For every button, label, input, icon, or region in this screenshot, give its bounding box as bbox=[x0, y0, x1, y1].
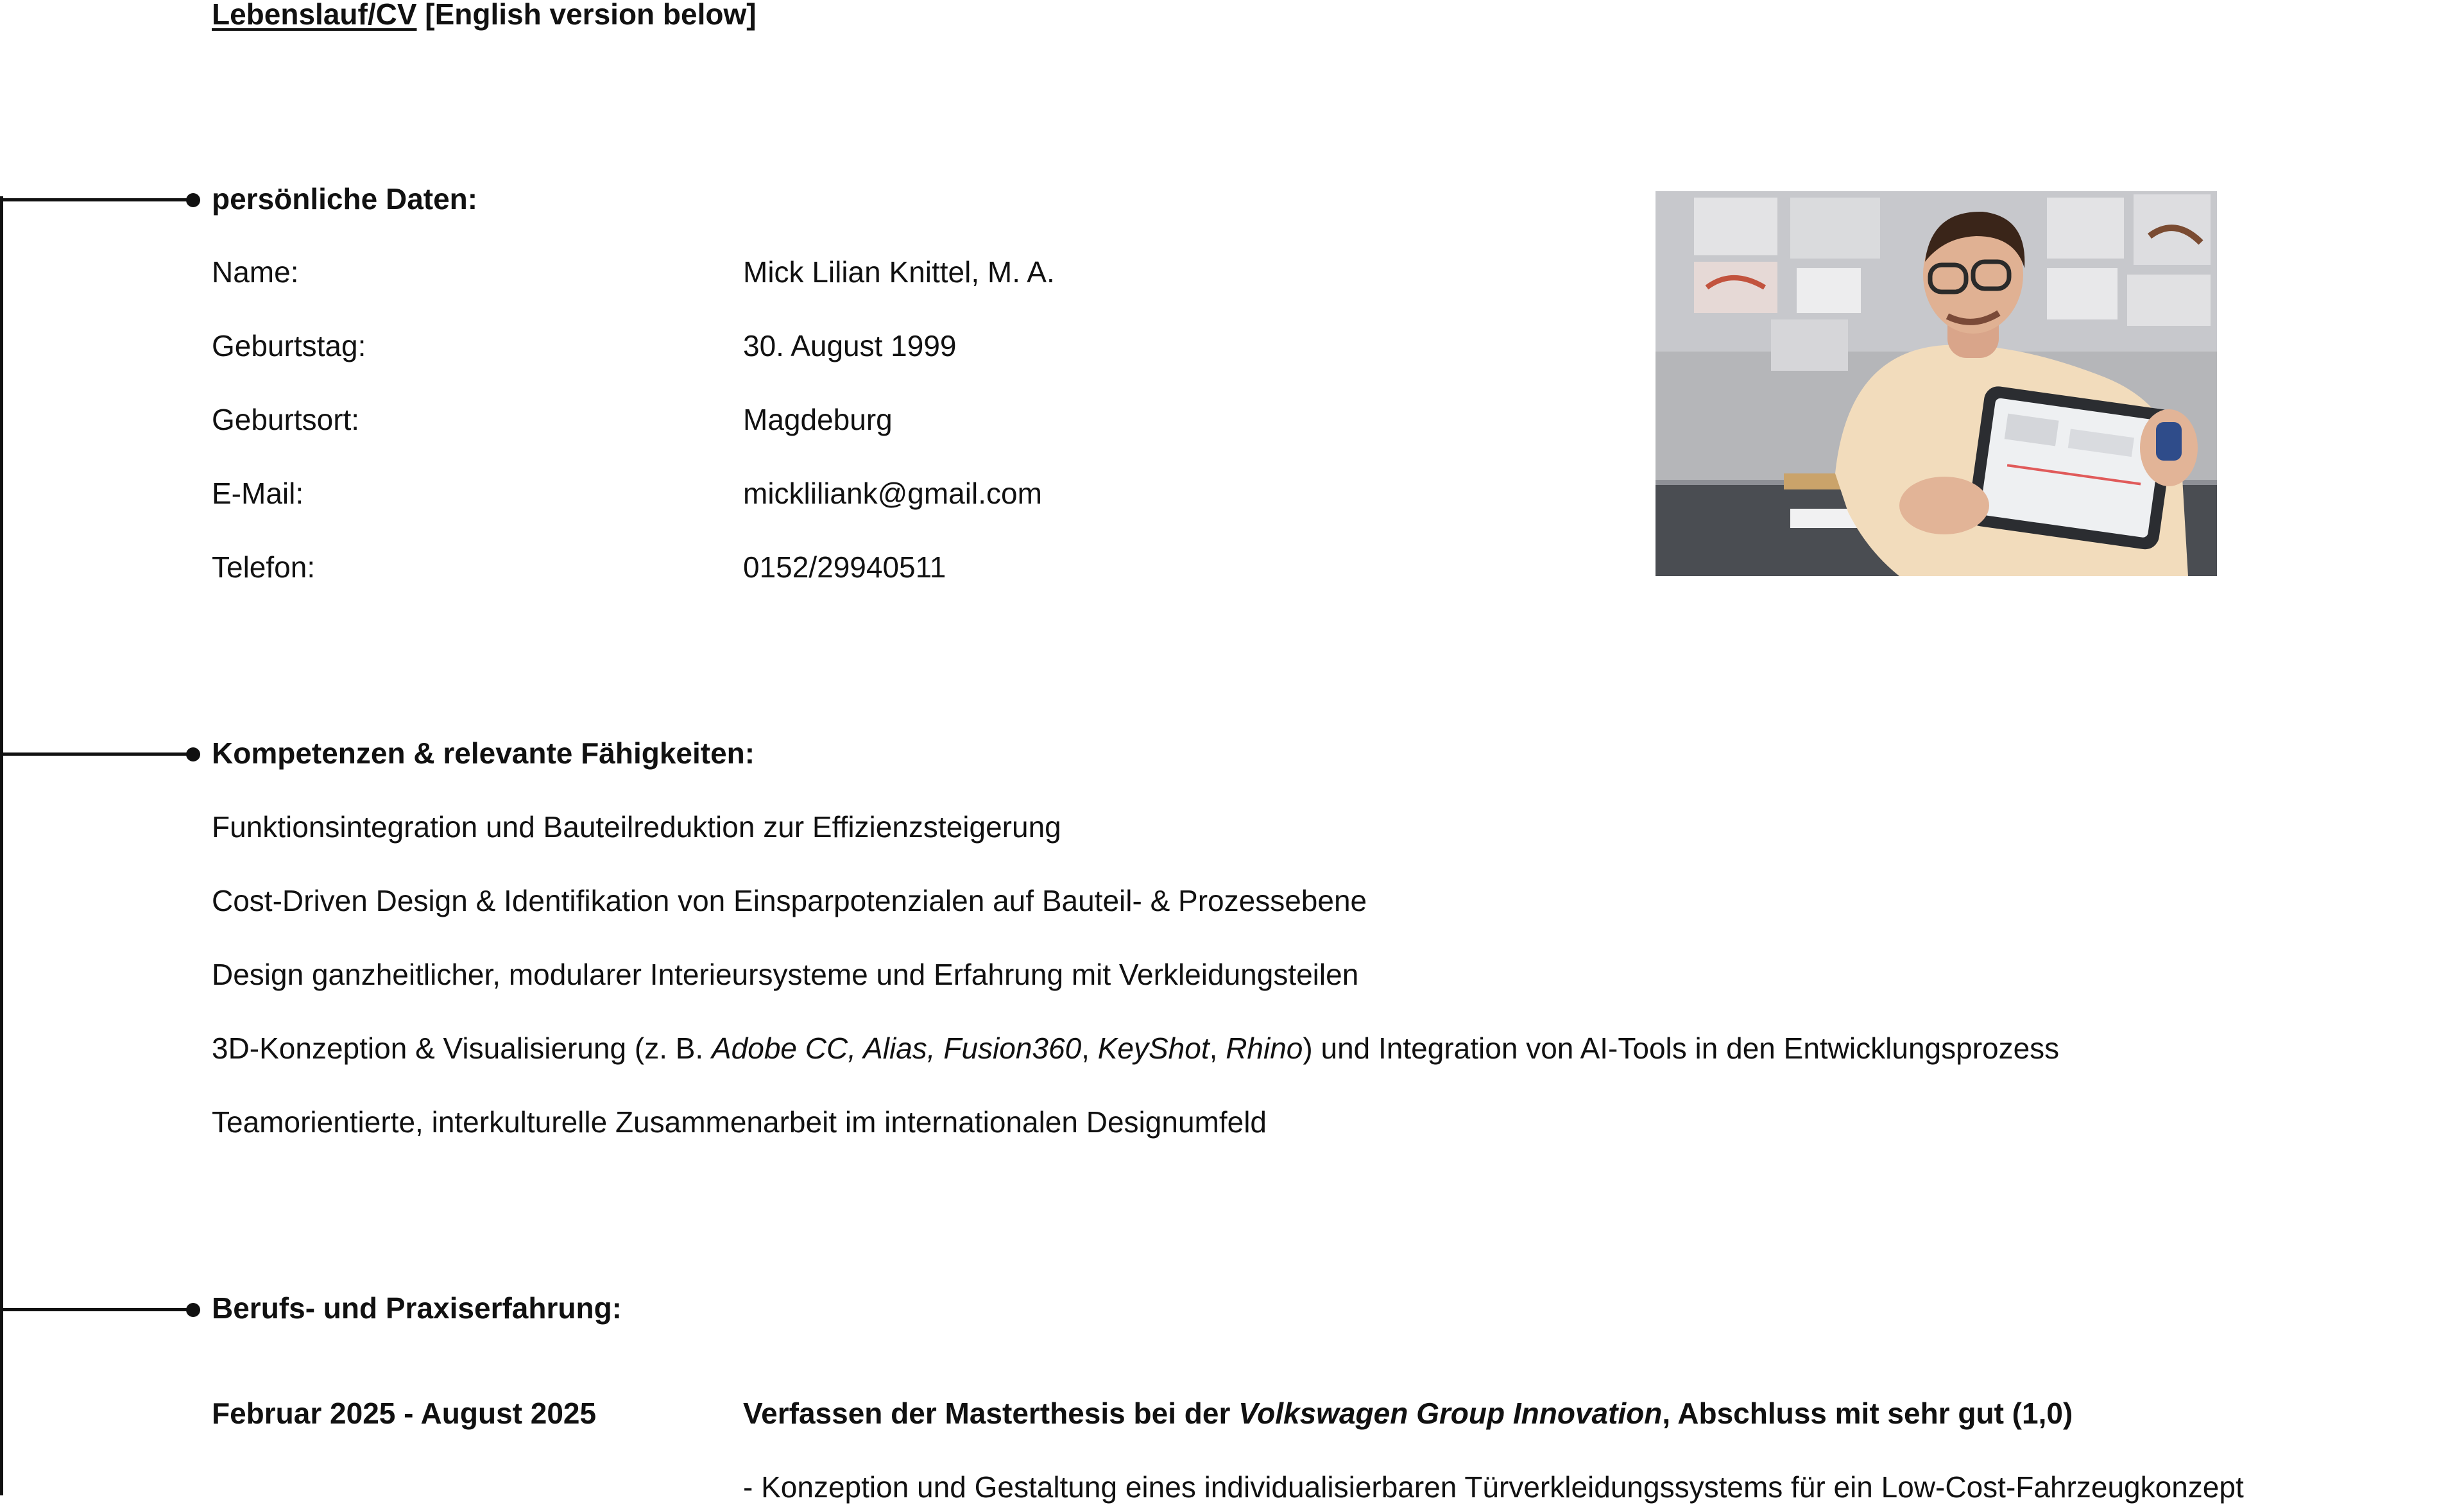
section-heading-skills: Kompetenzen & relevante Fähigkeiten: bbox=[212, 736, 755, 770]
section-heading-personal: persönliche Daten: bbox=[212, 182, 478, 216]
label-email: E-Mail: bbox=[212, 477, 304, 510]
value-birthplace: Magdeburg bbox=[743, 403, 893, 436]
label-phone: Telefon: bbox=[212, 550, 316, 584]
document-title bbox=[212, 0, 757, 32]
skill-item bbox=[212, 1030, 2059, 1066]
timeline-line bbox=[0, 196, 3, 1495]
label-birthplace: Geburtsort: bbox=[212, 403, 360, 436]
value-birthday: 30. August 1999 bbox=[743, 329, 957, 362]
section-heading-experience: Berufs- und Praxiserfahrung: bbox=[212, 1291, 622, 1325]
skill-item: Design ganzheitlicher, modularer Interieursysteme und Erfahrung mit Verkleidungsteilen bbox=[212, 958, 1359, 991]
experience-title-text: , Abschluss mit sehr gut (1,0) bbox=[1662, 1397, 2073, 1430]
skill-item: Cost-Driven Design & Identifikation von Einsparpotenzialen auf Bauteil- & Prozessebene bbox=[212, 884, 1367, 917]
experience-date: Februar 2025 - August 2025 bbox=[212, 1397, 597, 1430]
experience-title-text: Verfassen der Masterthesis bei der bbox=[743, 1397, 1239, 1430]
profile-photo bbox=[1656, 191, 2217, 576]
skill-item-text: 3D-Konzeption & Visualisierung (z. B. bbox=[212, 1032, 712, 1065]
software-tool: KeyShot bbox=[1097, 1032, 1210, 1065]
timeline-connector-experience bbox=[0, 1308, 189, 1311]
timeline-dot-experience bbox=[186, 1303, 200, 1317]
skill-item-text: ) und Integration von AI-Tools in den Entwicklungsprozess bbox=[1303, 1032, 2060, 1065]
skill-item: Funktionsintegration und Bauteilreduktion zur Effizienzsteigerung bbox=[212, 810, 1061, 844]
experience-bullet: - Konzeption und Gestaltung eines individualisierbaren Türverkleidungssystems für ein Low-Cost-Fahrzeugkonzept bbox=[743, 1470, 2244, 1504]
label-name: Name: bbox=[212, 255, 299, 289]
separator: , bbox=[1081, 1032, 1098, 1065]
separator: , bbox=[1209, 1032, 1226, 1065]
skill-item: Teamorientierte, interkulturelle Zusammenarbeit im internationalen Designumfeld bbox=[212, 1105, 1267, 1139]
software-tools: Adobe CC, Alias, Fusion360 bbox=[712, 1032, 1082, 1065]
cv-title-link[interactable]: Lebenslauf/CV bbox=[212, 0, 417, 31]
label-birthday: Geburtstag: bbox=[212, 329, 366, 362]
timeline-dot-personal bbox=[186, 193, 200, 207]
timeline-dot-skills bbox=[186, 747, 200, 761]
value-email[interactable]: mickliliank@gmail.com bbox=[743, 477, 1042, 510]
software-tool: Rhino bbox=[1226, 1032, 1303, 1065]
timeline-connector-skills bbox=[0, 752, 189, 756]
cv-title-suffix: [English version below] bbox=[416, 0, 757, 31]
value-name: Mick Lilian Knittel, M. A. bbox=[743, 255, 1055, 289]
experience-company: Volkswagen Group Innovation bbox=[1238, 1397, 1663, 1430]
experience-title bbox=[743, 1395, 2073, 1431]
value-phone[interactable]: 0152/29940511 bbox=[743, 550, 946, 584]
timeline-connector-personal bbox=[0, 198, 189, 201]
